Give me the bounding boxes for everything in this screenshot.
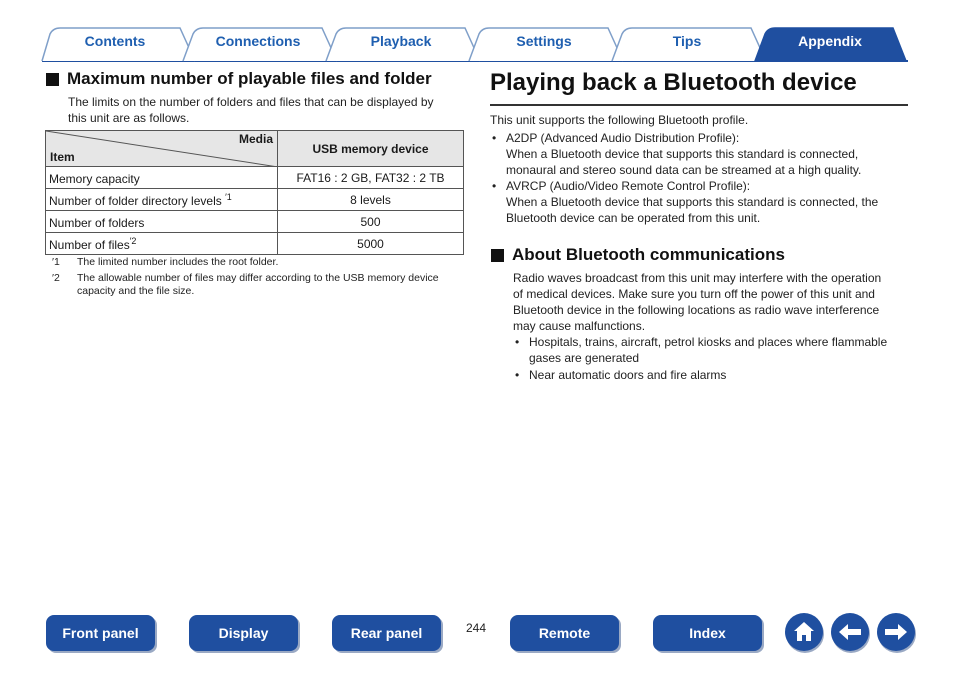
table-corner-cell bbox=[46, 131, 278, 167]
footnote-1 bbox=[52, 256, 467, 270]
heading-square-icon bbox=[46, 73, 59, 86]
max-files-intro bbox=[68, 94, 468, 126]
back-arrow-icon bbox=[831, 613, 869, 651]
row-item: Number of folder directory levels $^{'1}$ bbox=[46, 189, 278, 211]
back-button[interactable] bbox=[831, 613, 869, 651]
list-item bbox=[515, 334, 915, 366]
header-item: Item bbox=[50, 150, 75, 164]
list-item bbox=[515, 367, 915, 383]
tab-connections[interactable]: Connections bbox=[215, 33, 301, 49]
row-item: Number of folders bbox=[46, 211, 278, 233]
row-value: 5000 bbox=[278, 233, 464, 255]
row-value: 8 levels bbox=[278, 189, 464, 211]
intro-line: this unit are as follows. bbox=[68, 111, 190, 125]
row-item: Number of files$^{'2}$ bbox=[46, 233, 278, 255]
header-media: Media bbox=[238, 132, 273, 146]
tab-settings[interactable]: Settings bbox=[516, 33, 572, 49]
tab-tips[interactable]: Tips bbox=[672, 33, 702, 49]
rear-panel-button[interactable]: Rear panel bbox=[332, 615, 441, 651]
tab-contents[interactable]: Contents bbox=[84, 33, 146, 49]
profile-text: A2DP (Advanced Audio Distribution Profile): When a Bluetooth device that supports this standard is connected, monaural and stereo sound data can be streamed at a high quality. bbox=[506, 131, 862, 177]
heading-square-icon bbox=[491, 249, 504, 262]
location-text: Near automatic doors and fire alarms bbox=[529, 368, 727, 382]
location-text: Hospitals, trains, aircraft, petrol kiosks and places where flammable gases are generated bbox=[529, 335, 888, 365]
max-files-heading-text: Maximum number of playable files and folder bbox=[67, 69, 432, 88]
footnote-2 bbox=[52, 272, 467, 300]
intro-line: The limits on the number of folders and files that can be displayed by bbox=[68, 95, 434, 109]
tab-shapes bbox=[0, 0, 954, 64]
table-row bbox=[46, 167, 464, 189]
bluetooth-comm-heading bbox=[491, 245, 785, 265]
bullet-dot: • bbox=[515, 335, 520, 349]
page-number: 244 bbox=[466, 621, 487, 635]
max-files-heading bbox=[46, 69, 432, 89]
list-item bbox=[492, 130, 908, 178]
table-row bbox=[46, 233, 464, 255]
tab-bar bbox=[0, 0, 954, 64]
forward-arrow-icon bbox=[877, 613, 915, 651]
table-row bbox=[46, 189, 464, 211]
title-divider bbox=[490, 104, 908, 106]
row-value: FAT16 : 2 GB, FAT32 : 2 TB bbox=[278, 167, 464, 189]
bullet-dot: • bbox=[492, 131, 497, 145]
bluetooth-intro: This unit supports the following Bluetooth profile. bbox=[490, 113, 749, 127]
home-icon bbox=[785, 613, 823, 651]
limits-table bbox=[45, 130, 464, 255]
remote-button[interactable]: Remote bbox=[510, 615, 619, 651]
display-button[interactable]: Display bbox=[189, 615, 298, 651]
tab-playback[interactable]: Playback bbox=[370, 33, 432, 49]
footnote-text: The limited number includes the root folder. bbox=[77, 256, 279, 268]
list-item bbox=[492, 178, 908, 226]
index-button[interactable]: Index bbox=[653, 615, 762, 651]
header-usb: USB memory device bbox=[278, 131, 464, 167]
home-button[interactable] bbox=[785, 613, 823, 651]
bullet-dot: • bbox=[492, 179, 497, 193]
forward-button[interactable] bbox=[877, 613, 915, 651]
bullet-dot: • bbox=[515, 368, 520, 382]
bluetooth-comm-heading-text: About Bluetooth communications bbox=[512, 245, 785, 264]
tab-appendix[interactable]: Appendix bbox=[798, 33, 862, 49]
row-item: Memory capacity bbox=[46, 167, 278, 189]
footnote-mark: ′2 bbox=[52, 272, 60, 284]
front-panel-button[interactable]: Front panel bbox=[46, 615, 155, 651]
footnote-text: The allowable number of files may differ according to the USB memory device capacity and the file size. bbox=[77, 272, 439, 297]
bluetooth-comm-text: Radio waves broadcast from this unit may interfere with the operation of medical devices. Make sure you turn off the power of this unit and Bluetooth device in the following locations as radio wave interference may cause malfunctions. bbox=[513, 271, 882, 333]
table-row bbox=[46, 211, 464, 233]
footnote-mark: ′1 bbox=[52, 256, 60, 268]
page-title: Playing back a Bluetooth device bbox=[490, 69, 857, 96]
profile-text: AVRCP (Audio/Video Remote Control Profile): When a Bluetooth device that supports this standard is connected, the Bluetooth device can be operated from this unit. bbox=[506, 179, 879, 225]
row-value: 500 bbox=[278, 211, 464, 233]
